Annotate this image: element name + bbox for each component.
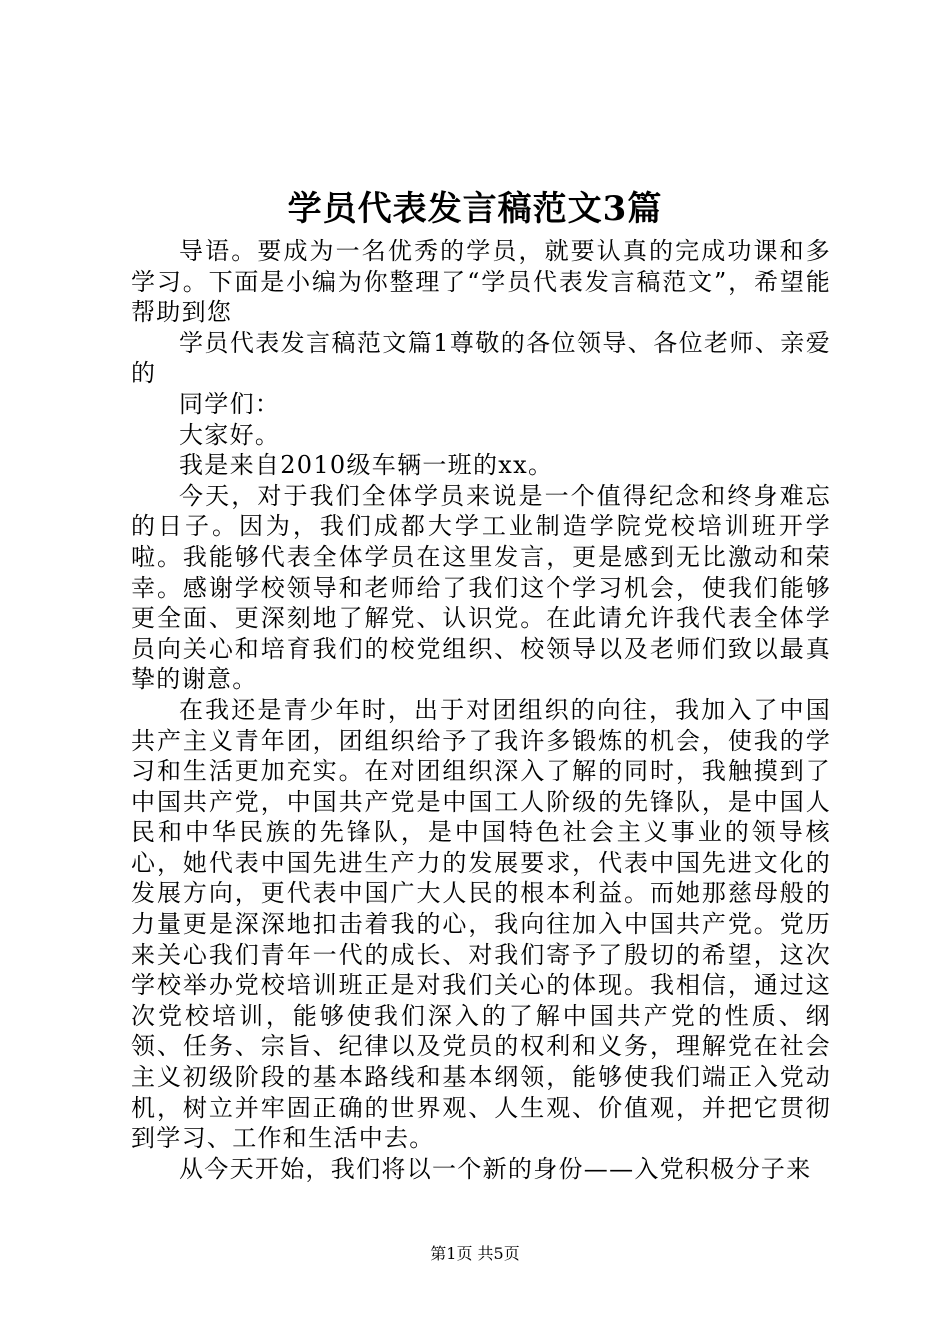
- paragraph-self-intro: 我是来自2010级车辆一班的xx。: [179, 451, 554, 480]
- paragraph-hello: 大家好。: [179, 420, 281, 449]
- document-title: 学员代表发言稿范文3篇: [287, 189, 663, 229]
- page-footer: 第1页 共5页: [430, 1244, 520, 1263]
- paragraph-intro: 导语。要成为一名优秀的学员，就要认真的完成功课和多学习。下面是小编为你整理了“学员代表发言稿范文”，希望能帮助到您: [131, 237, 831, 327]
- paragraph-greeting-line: 学员代表发言稿范文篇1尊敬的各位领导、各位老师、亲爱的: [131, 328, 831, 388]
- document-body: [131, 236, 831, 1184]
- paragraph-youth: 在我还是青少年时，出于对团组织的向往，我加入了中国共产主义青年团，团组织给予了我许多锻炼的机会，使我的学习和生活更加充实。在对团组织深入了解的同时，我触摸到了中国共产党，中国共产党是中国工人阶级的先锋队，是中国人民和中华民族的先锋队，是中国特色社会主义事业的领导核心，她代表中国先进生产力的发展要求，代表中国先进文化的发展方向，更代表中国广大人民的根本利益。而她那慈母般的力量更是深深地扣击着我的心，我向往加入中国共产党。党历来关心我们青年一代的成长、对我们寄予了殷切的希望，这次学校举办党校培训班正是对我们关心的体现。我相信，通过这次党校培训，能够使我们深入的了解中国共产党的性质、纲领、任务、宗旨、纪律以及党员的权利和义务，理解党在社会主义初级阶段的基本路线和基本纲领，能够使我们端正入党动机，树立并牢固正确的世界观、人生观、价值观，并把它贯彻到学习、工作和生活中去。: [131, 695, 831, 1153]
- paragraph-classmates: 同学们：: [179, 389, 281, 418]
- paragraph-today: 今天，对于我们全体学员来说是一个值得纪念和终身难忘的日子。因为，我们成都大学工业制造学院党校培训班开学啦。我能够代表全体学员在这里发言，更是感到无比激动和荣幸。感谢学校领导和老师给了我们这个学习机会，使我们能够更全面、更深刻地了解党、认识党。在此请允许我代表全体学员向关心和培育我们的校党组织、校领导以及老师们致以最真挚的谢意。: [131, 481, 831, 694]
- paragraph-from-today: 从今天开始，我们将以一个新的身份——入党积极分子来: [179, 1154, 812, 1183]
